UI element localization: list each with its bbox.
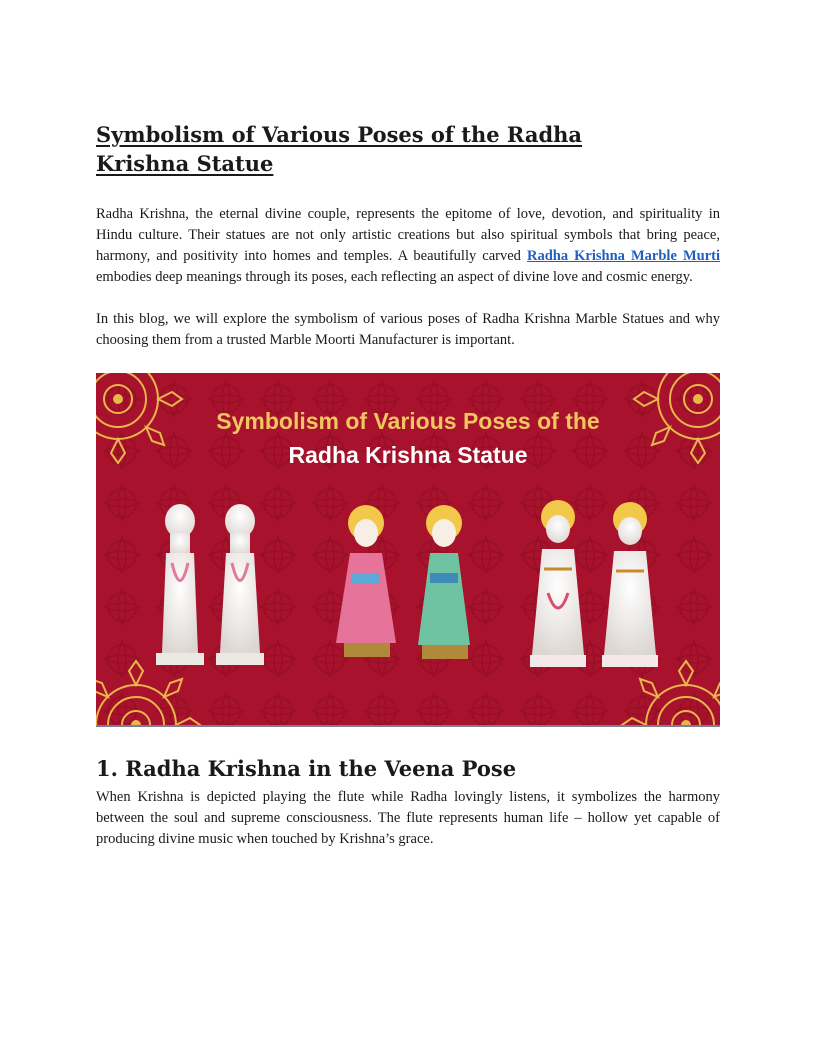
intro-paragraph	[96, 204, 720, 288]
section-1-paragraph: When Krishna is depicted playing the flute while Radha lovingly listens, it symbolizes the harmony between the soul and supreme consciousness. The flute represents human life – hollow yet capable of producing divine music when touched by Krishna’s grace.	[96, 789, 720, 847]
banner-heading-line1: Symbolism of Various Poses of the	[216, 408, 600, 434]
intro-text-end: embodies deep meanings through its poses, each reflecting an aspect of divine love and cosmic energy.	[96, 269, 693, 285]
section-1-heading: 1. Radha Krishna in the Veena Pose	[96, 756, 517, 781]
banner-image	[96, 373, 720, 727]
blog-intro-paragraph: In this blog, we will explore the symbolism of various poses of Radha Krishna Marble Statues and why choosing them from a trusted Marble Moorti Manufacturer is important.	[96, 311, 720, 348]
page-title: Symbolism of Various Poses of the Radha Krishna Statue	[96, 122, 583, 176]
banner-heading-line2: Radha Krishna Statue	[288, 442, 528, 468]
document-page	[96, 120, 720, 850]
intro-text-start: Radha Krishna, the eternal divine couple, represents the epitome of love, devotion, and spirituality in Hindu culture. Their statues are not only artistic creations but also spiritual symbols that bring peace, harmony, and positivity into homes and temples. A beautifully carved	[96, 206, 720, 264]
radha-krishna-marble-murti-link[interactable]: Radha Krishna Marble Murti	[526, 248, 720, 264]
